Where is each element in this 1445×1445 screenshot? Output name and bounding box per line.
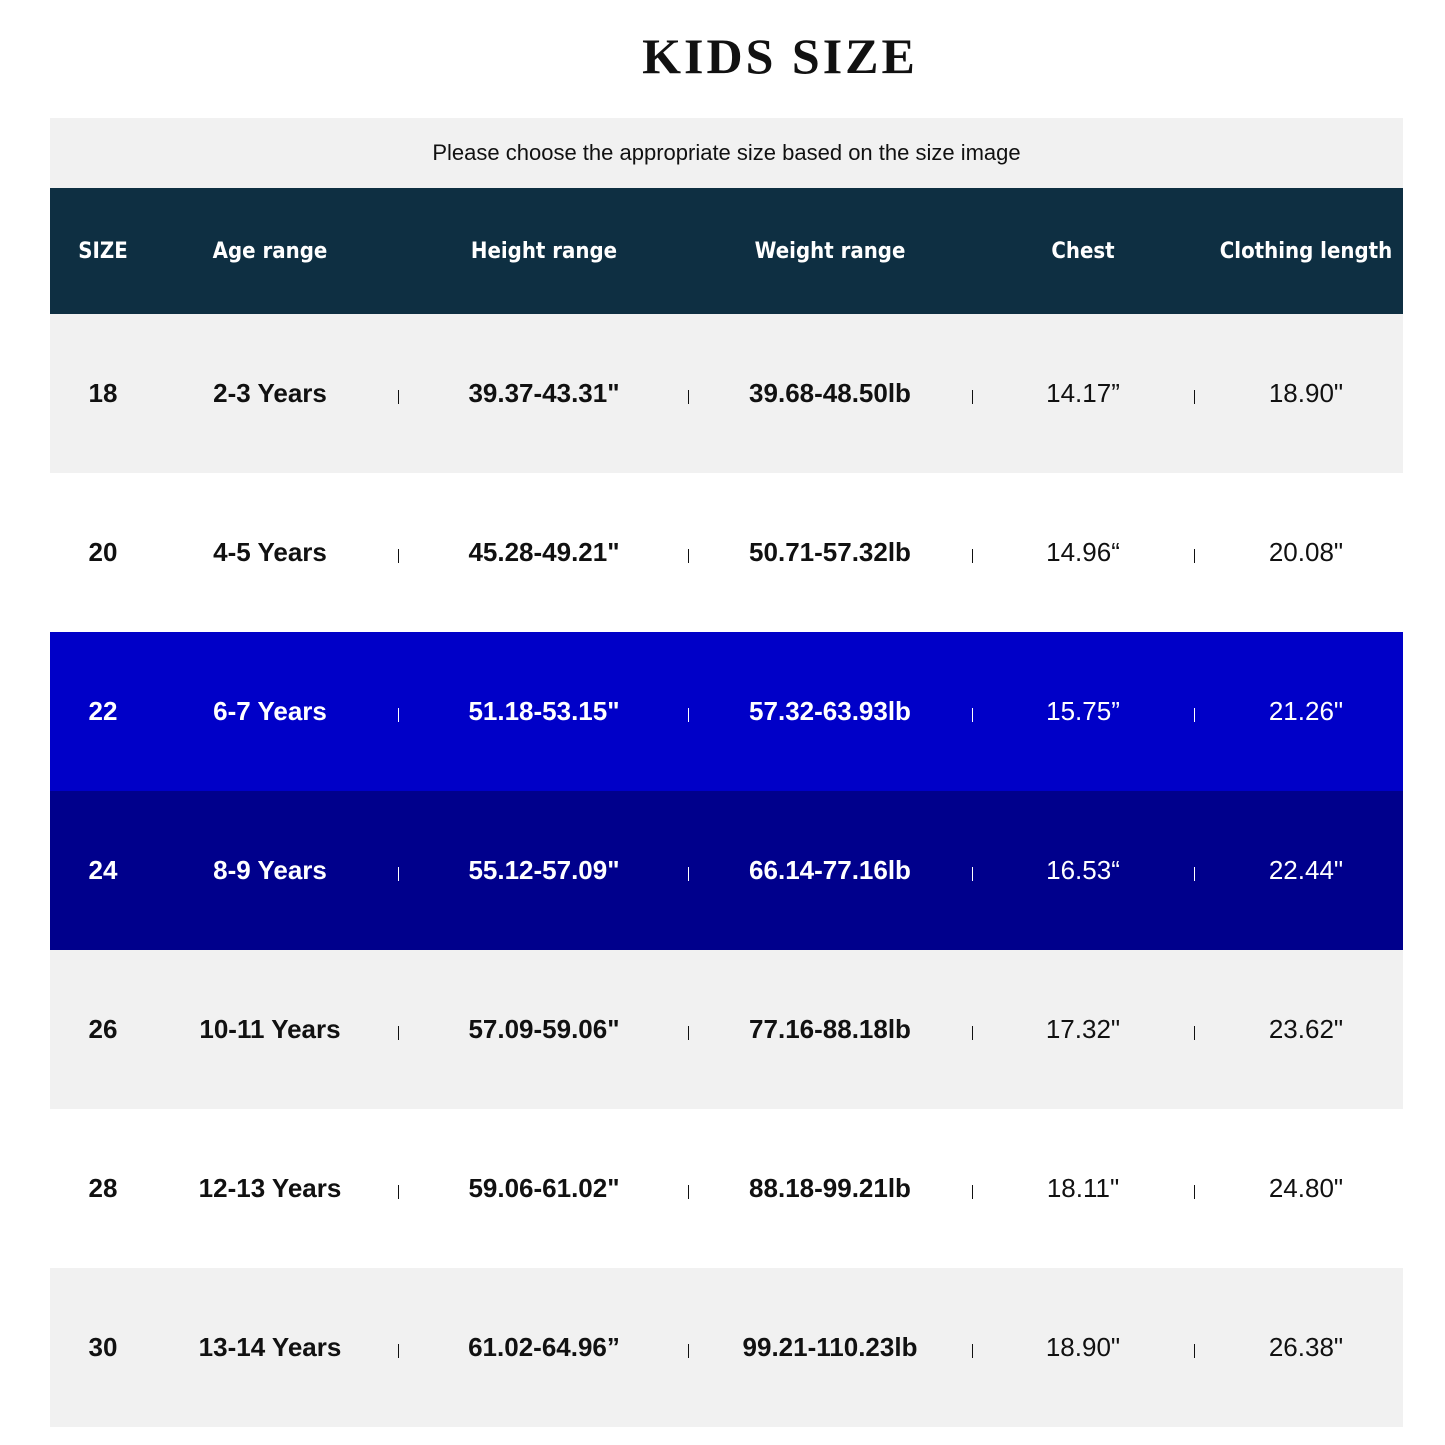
column-divider <box>398 549 399 563</box>
length-cell: 21.26" <box>1268 696 1344 726</box>
weight-cell: 66.14-77.16lb <box>749 855 911 885</box>
table-row <box>50 1268 1403 1427</box>
chest-cell: 15.75” <box>1046 696 1120 726</box>
column-divider <box>398 708 399 722</box>
column-divider <box>398 390 399 404</box>
header-age-range: Age range <box>212 238 328 264</box>
age-cell: 2-3 Years <box>213 378 327 408</box>
length-cell: 22.44" <box>1268 855 1344 885</box>
table-row <box>50 1109 1403 1268</box>
column-divider <box>398 1344 399 1358</box>
page-title: KIDS SIZE <box>642 28 918 84</box>
column-divider <box>1194 1026 1195 1040</box>
column-divider <box>688 867 689 881</box>
header-clothing-length: Clothing length <box>1219 238 1393 264</box>
chest-cell: 18.90" <box>1045 1332 1121 1362</box>
weight-cell: 77.16-88.18lb <box>749 1014 911 1044</box>
table-row <box>50 473 1403 632</box>
table-row <box>50 791 1403 950</box>
header-height-range: Height range <box>470 238 618 264</box>
chest-cell: 14.17” <box>1046 378 1120 408</box>
column-divider <box>972 549 973 563</box>
column-divider <box>688 549 689 563</box>
chest-cell: 16.53“ <box>1046 855 1120 885</box>
weight-cell: 88.18-99.21lb <box>749 1173 911 1203</box>
header-weight-range: Weight range <box>754 238 906 264</box>
column-divider <box>688 1344 689 1358</box>
chest-cell: 17.32" <box>1045 1014 1121 1044</box>
height-cell: 55.12-57.09" <box>468 855 620 885</box>
length-cell: 18.90" <box>1268 378 1344 408</box>
length-cell: 26.38" <box>1268 1332 1344 1362</box>
height-cell: 59.06-61.02" <box>468 1173 620 1203</box>
height-cell: 57.09-59.06" <box>468 1014 620 1044</box>
height-cell: 61.02-64.96” <box>468 1332 620 1362</box>
length-cell: 23.62" <box>1268 1014 1344 1044</box>
table-header <box>50 188 1403 314</box>
column-divider <box>1194 1185 1195 1199</box>
size-cell: 28 <box>88 1173 118 1203</box>
column-divider <box>398 1185 399 1199</box>
header-chest: Chest <box>1051 238 1115 264</box>
size-notice: Please choose the appropriate size based on the size image <box>50 118 1403 188</box>
weight-cell: 50.71-57.32lb <box>749 537 911 567</box>
column-divider <box>1194 708 1195 722</box>
age-cell: 13-14 Years <box>198 1332 342 1362</box>
column-divider <box>1194 1344 1195 1358</box>
column-divider <box>972 867 973 881</box>
table-row <box>50 314 1403 473</box>
chest-cell: 14.96“ <box>1046 537 1120 567</box>
column-divider <box>972 708 973 722</box>
column-divider <box>398 867 399 881</box>
height-cell: 45.28-49.21" <box>468 537 620 567</box>
weight-cell: 57.32-63.93lb <box>749 696 911 726</box>
length-cell: 24.80" <box>1268 1173 1344 1203</box>
length-cell: 20.08" <box>1268 537 1344 567</box>
age-cell: 6-7 Years <box>213 696 327 726</box>
column-divider <box>688 1026 689 1040</box>
column-divider <box>688 1185 689 1199</box>
age-cell: 4-5 Years <box>213 537 327 567</box>
size-cell: 30 <box>88 1332 118 1362</box>
header-size: SIZE <box>78 238 128 264</box>
age-cell: 10-11 Years <box>199 1014 341 1044</box>
column-divider <box>398 1026 399 1040</box>
age-cell: 8-9 Years <box>213 855 327 885</box>
chest-cell: 18.11" <box>1046 1173 1120 1203</box>
column-divider <box>972 390 973 404</box>
size-cell: 24 <box>88 855 118 885</box>
column-divider <box>1194 390 1195 404</box>
table-row <box>50 632 1403 791</box>
column-divider <box>972 1344 973 1358</box>
column-divider <box>972 1185 973 1199</box>
size-cell: 18 <box>88 378 118 408</box>
column-divider <box>1194 867 1195 881</box>
height-cell: 39.37-43.31" <box>468 378 620 408</box>
column-divider <box>688 390 689 404</box>
height-cell: 51.18-53.15" <box>468 696 620 726</box>
table-row <box>50 950 1403 1109</box>
size-cell: 26 <box>88 1014 118 1044</box>
column-divider <box>972 1026 973 1040</box>
age-cell: 12-13 Years <box>198 1173 342 1203</box>
weight-cell: 99.21-110.23lb <box>742 1332 918 1362</box>
weight-cell: 39.68-48.50lb <box>749 378 911 408</box>
size-cell: 20 <box>88 537 118 567</box>
column-divider <box>1194 549 1195 563</box>
column-divider <box>688 708 689 722</box>
size-table <box>50 118 1403 1427</box>
size-cell: 22 <box>88 696 118 726</box>
